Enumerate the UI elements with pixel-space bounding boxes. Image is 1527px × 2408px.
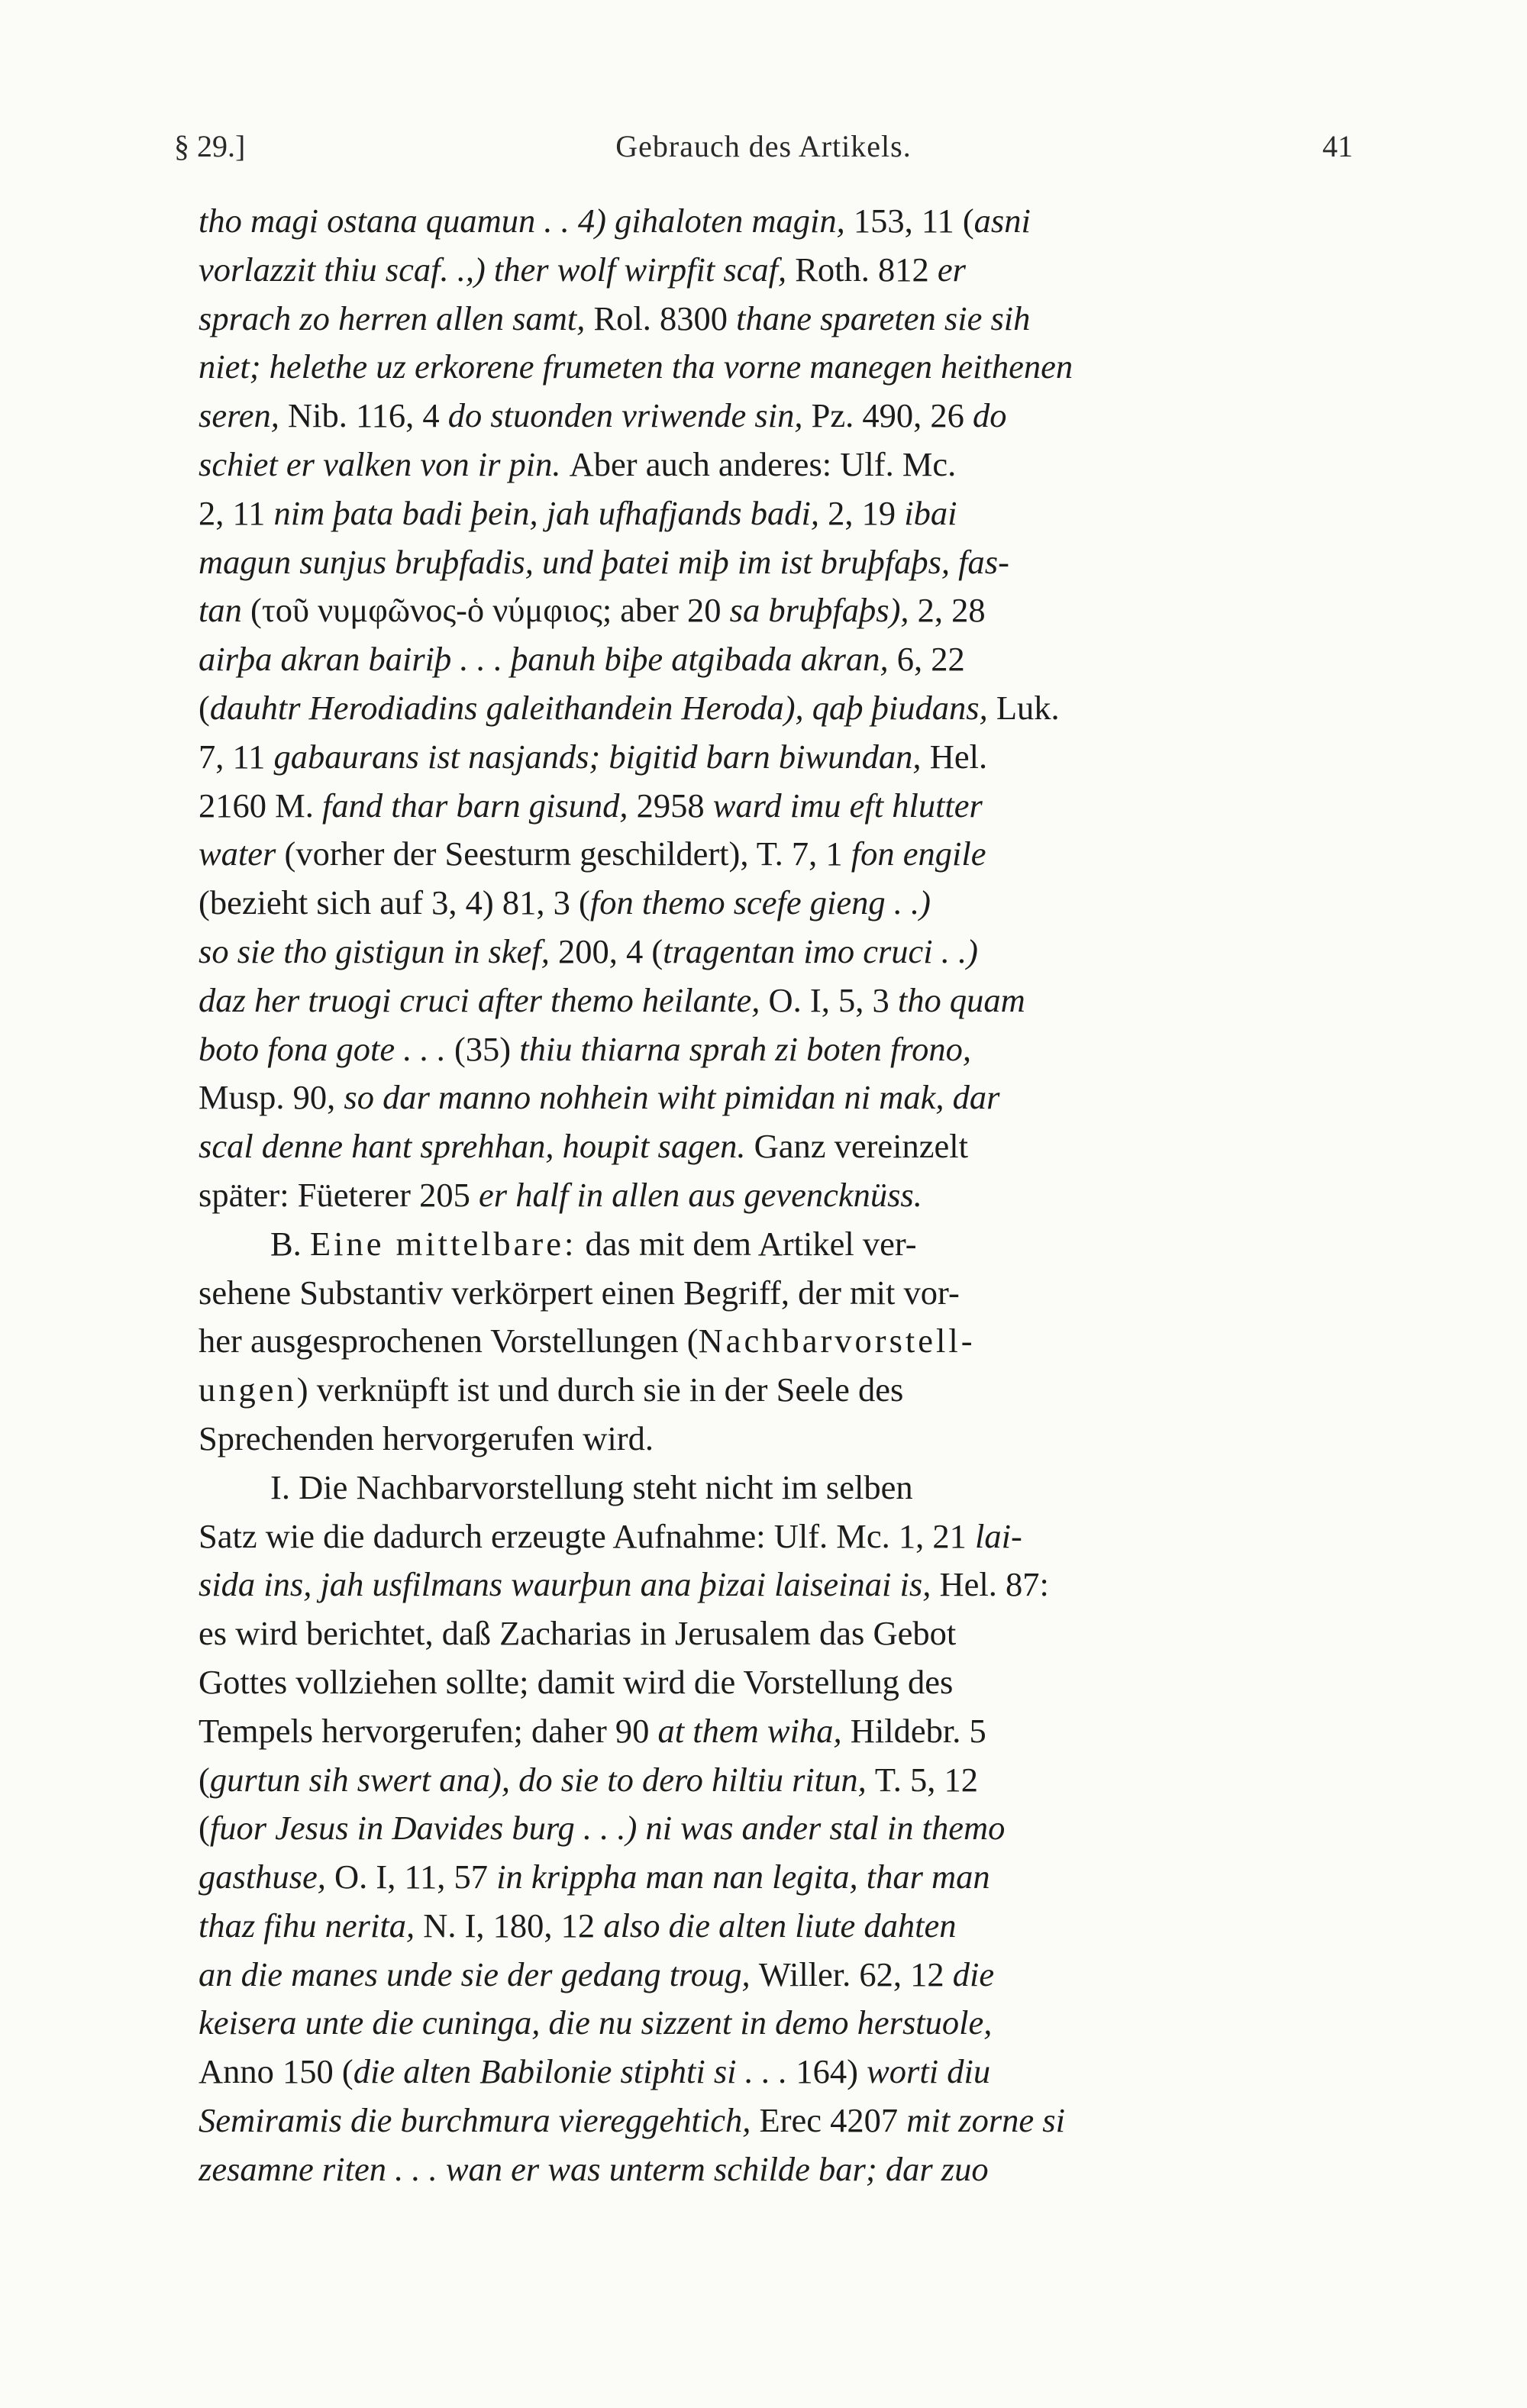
- text-line: [199, 879, 1327, 928]
- plain-text: Anno 150 (: [199, 2052, 354, 2091]
- quoted-text: die: [952, 1954, 995, 1993]
- plain-text: (bezieht sich auf 3, 4) 81, 3 (: [199, 883, 590, 922]
- quoted-text: worti diu: [867, 2052, 991, 2091]
- quoted-text: tragentan imo cruci . .): [663, 931, 978, 970]
- quoted-text: water: [199, 834, 285, 873]
- quoted-text: thaz fihu nerita,: [199, 1906, 424, 1945]
- plain-text: Rol. 8300: [593, 299, 737, 337]
- quoted-text: sprach zo herren allen samt,: [199, 299, 594, 337]
- plain-text: Nib. 116, 4: [288, 396, 448, 435]
- quoted-text: thiu thiarna sprah zi boten frono,: [519, 1029, 971, 1068]
- plain-text: sehene Substantiv verkörpert einen Begriff, der mit vor-: [199, 1273, 960, 1312]
- text-line: [199, 1853, 1327, 1902]
- quoted-text: asni: [973, 202, 1031, 240]
- text-line: [199, 586, 1327, 635]
- quoted-text: nim þata badi þein, jah ufhafjands badi,: [273, 493, 828, 532]
- text-line: [199, 197, 1327, 246]
- text-line: [199, 1073, 1327, 1122]
- text-line: [199, 1951, 1327, 2000]
- plain-text: Hel.: [929, 737, 988, 776]
- text-line: [199, 1609, 1327, 1658]
- plain-text: Aber auch anderes: Ulf. Mc.: [569, 444, 957, 483]
- text-line: [199, 343, 1327, 392]
- text-line: [199, 2097, 1327, 2145]
- spaced-term: ungen: [199, 1370, 297, 1409]
- text-line: [199, 2048, 1327, 2097]
- plain-text: 2, 19: [828, 493, 905, 532]
- quoted-text: ward imu eft hlutter: [712, 786, 983, 825]
- text-line: [199, 976, 1327, 1025]
- quoted-text: zesamne riten . . . wan er was unterm schilde bar; dar zuo: [199, 2149, 989, 2188]
- quoted-text: in krippha man nan legita, thar man: [496, 1858, 990, 1896]
- plain-text: 7, 11: [199, 737, 274, 776]
- plain-text: später: Füeterer 205: [199, 1175, 479, 1214]
- plain-text: 2160 M.: [199, 786, 322, 825]
- quoted-text: schiet er valken von ir pin.: [199, 444, 570, 483]
- plain-text: her ausgesprochenen Vorstellungen (: [199, 1322, 699, 1361]
- quoted-text: ibai: [904, 493, 957, 532]
- plain-text: Gottes vollziehen sollte; damit wird die Vorstellung des: [199, 1662, 954, 1701]
- plain-text: (35): [454, 1029, 520, 1068]
- quoted-text: keisera unte die cuninga, die nu sizzent in demo herstuole,: [199, 2003, 993, 2042]
- plain-text: Erec 4207: [759, 2101, 907, 2140]
- running-title: Gebrauch des Artikels.: [615, 129, 912, 163]
- quoted-text: fuor Jesus in Davides burg . . .) ni was ander stal in themo: [209, 1809, 1006, 1848]
- plain-text: Satz wie die dadurch erzeugte Aufnahme: Ulf. Mc. 1, 21: [199, 1516, 975, 1555]
- plain-text: 200, 4 (: [557, 931, 663, 970]
- quoted-text: fon engile: [851, 834, 986, 873]
- quoted-text: die alten Babilonie stiphti si . . .: [353, 2052, 796, 2091]
- plain-text: 153, 11 (: [853, 202, 974, 240]
- text-line: [199, 1269, 1327, 1318]
- plain-text: 2, 28: [917, 591, 986, 630]
- quoted-text: er: [937, 250, 966, 289]
- plain-text: Musp. 90,: [199, 1078, 344, 1117]
- plain-text: 6, 22: [896, 640, 965, 679]
- plain-text: (: [199, 1809, 210, 1848]
- plain-text: 2958: [636, 786, 713, 825]
- plain-text: Luk.: [996, 688, 1060, 727]
- text-line: [199, 295, 1327, 344]
- page-number: 41: [1322, 129, 1353, 163]
- plain-text: Tempels hervorgerufen; daher 90: [199, 1711, 658, 1750]
- text-line: [199, 1512, 1327, 1561]
- quoted-text: fand thar barn gisund,: [321, 786, 637, 825]
- quoted-text: do: [972, 396, 1007, 435]
- quoted-text: thane spareten sie sih: [736, 299, 1031, 337]
- spaced-term: Nachbarvorstell-: [698, 1322, 976, 1361]
- plain-text: O. I, 11, 57: [334, 1858, 497, 1896]
- plain-text: Hildebr. 5: [850, 1711, 986, 1750]
- quoted-text: gasthuse,: [199, 1858, 334, 1896]
- body-text: [199, 197, 1327, 2194]
- quoted-text: tho quam: [897, 980, 1025, 1019]
- plain-text: Willer. 62, 12: [758, 1954, 953, 1993]
- text-line: [199, 733, 1327, 782]
- quoted-text: magun sunjus bruþfadis, und þatei miþ im ist bruþfaþs, fas-: [199, 542, 1009, 581]
- text-line: [199, 1220, 1327, 1269]
- text-line: [199, 1658, 1327, 1707]
- text-line: [199, 441, 1327, 489]
- plain-text: Pz. 490, 26: [811, 396, 973, 435]
- text-line: [199, 1804, 1327, 1853]
- plain-text: N. I, 180, 12: [423, 1906, 604, 1945]
- plain-text: Sprechenden hervorgerufen wird.: [199, 1419, 654, 1457]
- quoted-text: boto fona gote . . .: [199, 1029, 454, 1068]
- quoted-text: sida ins, jah usfilmans waurþun ana þizai laiseinai is,: [199, 1565, 940, 1604]
- text-line: [199, 782, 1327, 831]
- plain-text: (: [199, 688, 210, 727]
- quoted-text: seren,: [199, 396, 288, 435]
- quoted-text: scal denne hant sprehhan, houpit sagen.: [199, 1127, 754, 1166]
- quoted-text: do stuonden vriwende sin,: [447, 396, 812, 435]
- quoted-text: fon themo scefe gieng . .): [589, 883, 931, 922]
- plain-text: ) verknüpft ist und durch sie in der Seele des: [296, 1370, 904, 1409]
- text-line: [199, 1561, 1327, 1609]
- text-line: [199, 538, 1327, 587]
- quoted-text: so sie tho gistigun in skef,: [199, 931, 558, 970]
- plain-text: Ganz vereinzelt: [754, 1127, 969, 1166]
- quoted-text: tho magi ostana quamun . . 4) gihaloten magin,: [199, 202, 854, 240]
- text-line: [199, 1999, 1327, 2048]
- plain-text: (: [199, 1760, 210, 1799]
- plain-text: 164): [796, 2052, 867, 2091]
- plain-text: (τοῦ νυμφῶνος-ὁ νύμφιος; aber 20: [250, 591, 730, 630]
- text-line: [199, 1415, 1327, 1464]
- text-line: [199, 1464, 1327, 1512]
- text-line: [199, 684, 1327, 733]
- text-line: [199, 1171, 1327, 1220]
- quoted-text: daz her truogi cruci after themo heilante,: [199, 980, 769, 1019]
- text-line: [199, 1366, 1327, 1415]
- quoted-text: er half in allen aus gevencknüss.: [479, 1175, 922, 1214]
- quoted-text: also die alten liute dahten: [603, 1906, 957, 1945]
- quoted-text: so dar manno nohhein wiht pimidan ni mak, dar: [344, 1078, 1000, 1117]
- spaced-term: Eine mittelbare:: [309, 1224, 577, 1263]
- quoted-text: dauhtr Herodiadins galeithandein Heroda), qaþ þiudans,: [209, 688, 996, 727]
- plain-text: B.: [270, 1224, 310, 1263]
- text-line: [199, 1122, 1327, 1171]
- plain-text: I. Die Nachbarvorstellung steht nicht im selben: [270, 1467, 913, 1506]
- quoted-text: airþa akran bairiþ . . . þanuh biþe atgibada akran,: [199, 640, 897, 679]
- plain-text: 2, 11: [199, 493, 274, 532]
- text-line: [199, 1756, 1327, 1805]
- text-line: [199, 392, 1327, 441]
- quoted-text: Semiramis die burchmura viereggehtich,: [199, 2101, 760, 2140]
- quoted-text: niet; helethe uz erkorene frumeten tha vorne manegen heithenen: [199, 347, 1073, 386]
- section-marker: § 29.]: [174, 129, 246, 163]
- text-line: [199, 635, 1327, 684]
- plain-text: Hel. 87:: [939, 1565, 1049, 1604]
- text-line: [199, 1707, 1327, 1756]
- plain-text: das mit dem Artikel ver-: [576, 1224, 917, 1263]
- quoted-text: at them wiha,: [657, 1711, 851, 1750]
- quoted-text: gabaurans ist nasjands; bigitid barn biwundan,: [273, 737, 930, 776]
- quoted-text: vorlazzit thiu scaf. .,) ther wolf wirpfit scaf,: [199, 250, 796, 289]
- text-line: [199, 2145, 1327, 2194]
- plain-text: T. 5, 12: [874, 1760, 979, 1799]
- text-line: [199, 928, 1327, 976]
- text-line: [199, 489, 1327, 538]
- quoted-text: tan: [199, 591, 250, 630]
- running-header: [174, 128, 1353, 174]
- text-line: [199, 1902, 1327, 1951]
- quoted-text: mit zorne si: [906, 2101, 1065, 2140]
- text-line: [199, 1025, 1327, 1074]
- plain-text: es wird berichtet, daß Zacharias in Jerusalem das Gebot: [199, 1614, 957, 1653]
- plain-text: Roth. 812: [795, 250, 938, 289]
- quoted-text: an die manes unde sie der gedang troug,: [199, 1954, 759, 1993]
- text-line: [199, 246, 1327, 295]
- quoted-text: lai-: [974, 1516, 1022, 1555]
- text-line: [199, 830, 1327, 879]
- plain-text: (vorher der Seesturm geschildert), T. 7, 1: [284, 834, 851, 873]
- text-line: [199, 1317, 1327, 1366]
- quoted-text: gurtun sih swert ana), do sie to dero hiltiu ritun,: [209, 1760, 875, 1799]
- plain-text: O. I, 5, 3: [768, 980, 898, 1019]
- quoted-text: sa bruþfaþs),: [729, 591, 918, 630]
